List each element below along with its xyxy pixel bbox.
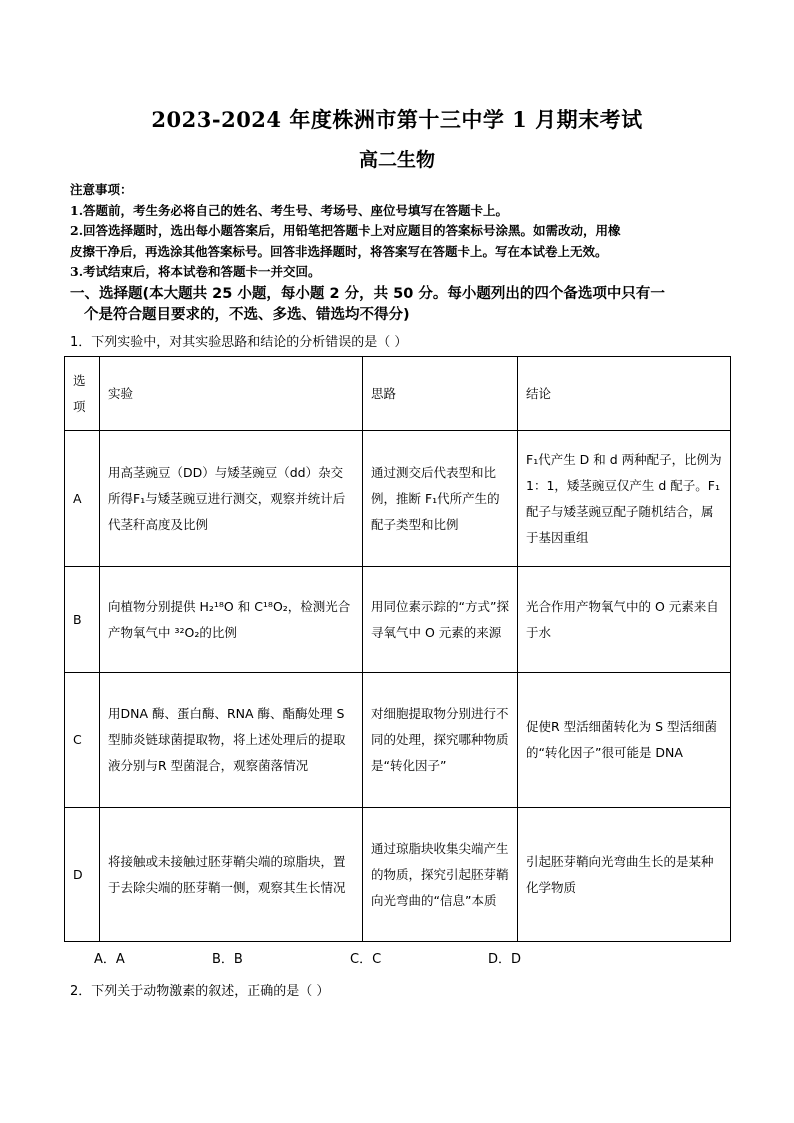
notice-line: 皮擦干净后，再选涂其他答案标号。回答非选择题时，将答案写在答题卡上。写在本试卷上无效。 [70,243,608,259]
question-1-stem: 1．下列实验中，对其实验思路和结论的分析错误的是（ ） [70,335,408,350]
table-row [65,808,731,942]
question-2-stem: 2．下列关于动物激素的叙述，正确的是（ ） [70,984,330,999]
notice-line: 3.考试结束后，将本试卷和答题卡一并交回。 [70,264,321,280]
table-header-row [65,357,731,431]
row-option: D [65,808,100,942]
section-heading-line1: 一、选择题(本大题共 25 小题，每小题 2 分，共 50 分。每小题列出的四个备选项中只有一 [70,286,665,302]
row-conclusion: F₁代产生 D 和 d 两种配子，比例为 1：1，矮茎豌豆仅产生 d 配子。F₁配子与矮茎豌豆配子随机结合，属于基因重组 [518,431,731,567]
option-d: D．D [488,952,522,967]
row-option: C [65,673,100,808]
row-idea: 对细胞提取物分别进行不同的处理，探究哪种物质是“转化因子” [363,673,518,808]
row-idea: 通过琼脂块收集尖端产生的物质，探究引起胚芽鞘向光弯曲的“信息”本质 [363,808,518,942]
notice-line: 1.答题前，考生务必将自己的姓名、考生号、考场号、座位号填写在答题卡上。 [70,202,509,218]
row-idea: 通过测交后代表型和比例，推断 F₁代所产生的配子类型和比例 [363,431,518,567]
row-idea: 用同位素示踪的“方式”探寻氧气中 O 元素的来源 [363,567,518,673]
exam-title: 2023-2024 年度株洲市第十三中学 1 月期末考试 [151,107,643,132]
notice-line: 2.回答选择题时，选出每小题答案后，用铅笔把答题卡上对应题目的答案标号涂黑。如需改动，用橡 [70,223,621,239]
row-experiment: 向植物分别提供 H₂¹⁸O 和 C¹⁸O₂，检测光合产物氧气中 ³²O₂的比例 [100,567,363,673]
row-experiment: 用高茎豌豆（DD）与矮茎豌豆（dd）杂交所得F₁与矮茎豌豆进行测交，观察并统计后代茎秆高度及比例 [100,431,363,567]
header-cell-conclusion: 结论 [518,357,731,431]
header-cell-option: 选项 [65,357,100,431]
row-option: B [65,567,100,673]
table-row [65,673,731,808]
option-c: C．C [350,952,382,967]
row-experiment: 用DNA 酶、蛋白酶、RNA 酶、酯酶处理 S 型肺炎链球菌提取物，将上述处理后的提取液分别与R 型菌混合，观察菌落情况 [100,673,363,808]
header-cell-experiment: 实验 [100,357,363,431]
table-row [65,567,731,673]
row-conclusion: 光合作用产物氧气中的 O 元素来自于水 [518,567,731,673]
question-1-table [64,356,731,942]
row-conclusion: 促使R 型活细菌转化为 S 型活细菌的“转化因子”很可能是 DNA [518,673,731,808]
notice-block [70,180,730,283]
row-conclusion: 引起胚芽鞘向光弯曲生长的是某种化学物质 [518,808,731,942]
notice-heading: 注意事项： [70,182,133,197]
section-heading [70,284,730,326]
exam-subject: 高二生物 [358,149,435,171]
header-cell-idea: 思路 [363,357,518,431]
table-row [65,431,731,567]
row-experiment: 将接触或未接触过胚芽鞘尖端的琼脂块，置于去除尖端的胚芽鞘一侧，观察其生长情况 [100,808,363,942]
section-heading-line2: 个是符合题目要求的，不选、多选、错选均不得分) [84,307,410,323]
option-a: A．A [94,952,125,967]
row-option: A [65,431,100,567]
option-b: B．B [212,952,243,967]
